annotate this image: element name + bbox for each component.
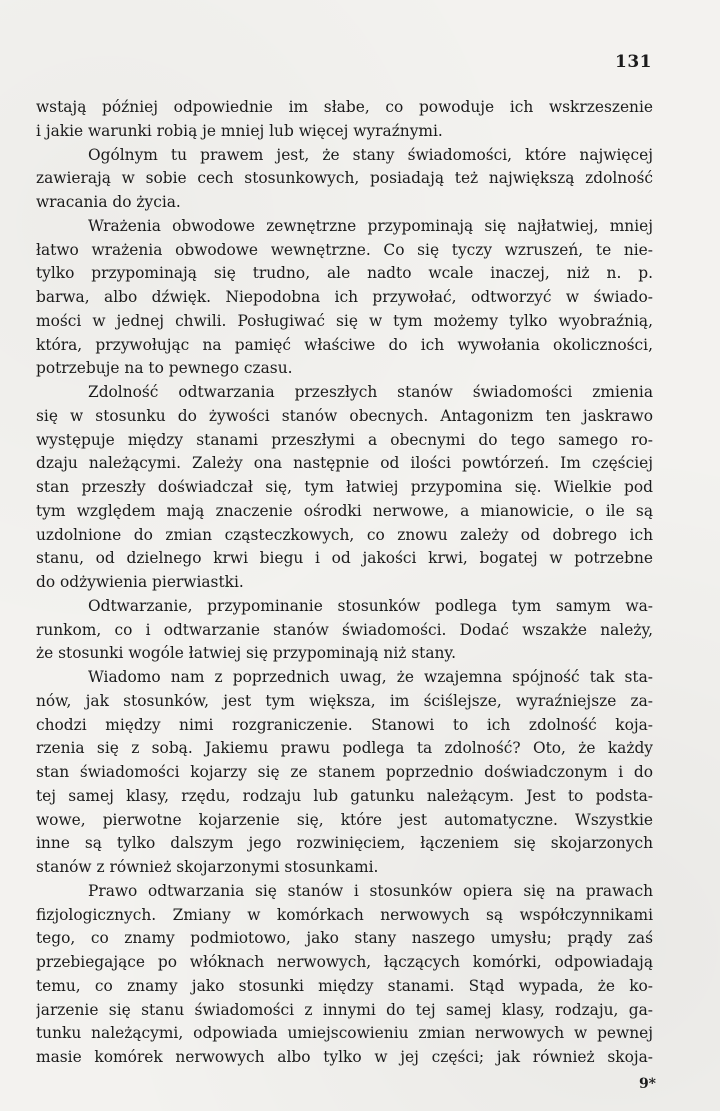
text-line: rzenia się z sobą. Jakiemu prawu podlega ta zdolność? Oto, że każdy — [36, 739, 653, 758]
text-line: inne są tylko dalszym jego rozwinięciem, łączeniem się skojarzonych — [36, 834, 653, 853]
text-line: nów, jak stosunków, jest tym większa, im ściślejsze, wyraźniejsze za- — [36, 691, 653, 710]
text-line: wstają później odpowiednie im słabe, co powoduje ich wskrzeszenie — [36, 98, 653, 116]
text-line: Prawo odtwarzania się stanów i stosunków opiera się na prawach — [88, 881, 653, 900]
text-line: uzdolnione do zmian cząsteczkowych, co znowu zależy od dobrego ich — [36, 525, 653, 544]
text-line: wowe, pierwotne kojarzenie się, które jest automatyczne. Wszystkie — [36, 810, 653, 829]
text-line: przebiegające po włóknach nerwowych, łączących komórki, odpowiadają — [36, 953, 653, 971]
text-line: stan przeszły doświadczał się, tym łatwiej przypomina się. Wielkie pod — [36, 478, 653, 496]
text-line: fizjologicznych. Zmiany w komórkach nerwowych są współczynnikami — [36, 905, 653, 924]
text-line: runkom, co i odtwarzanie stanów świadomości. Dodać wszakże należy, — [36, 620, 653, 639]
page-number: 131 — [615, 52, 652, 72]
text-line: się w stosunku do żywości stanów obecnych. Antagonizm ten jaskrawo — [36, 406, 653, 425]
text-line: mości w jednej chwili. Posługiwać się w tym możemy tylko wyobraźnią, — [36, 311, 653, 330]
text-line: że stosunki wogóle łatwiej się przypominają niż stany. — [36, 644, 456, 663]
text-line: chodzi między nimi rozgraniczenie. Stanowi to ich zdolność koja- — [36, 715, 653, 734]
text-line: i jakie warunki robią je mniej lub więcej wyraźnymi. — [36, 121, 443, 140]
text-line: jarzenie się stanu świadomości z innymi do tej samej klasy, rodzaju, ga- — [36, 1000, 653, 1019]
text-line: Odtwarzanie, przypominanie stosunków podlega tym samym wa- — [88, 596, 653, 615]
text-line: wracania do życia. — [36, 193, 181, 211]
text-line: Ogólnym tu prawem jest, że stany świadomości, które najwięcej — [88, 145, 653, 164]
text-line: barwa, albo dźwięk. Niepodobna ich przywołać, odtworzyć w świado- — [36, 288, 653, 306]
text-line: stan świadomości kojarzy się ze stanem poprzednio doświadczonym i do — [36, 763, 653, 781]
text-line: potrzebuje na to pewnego czasu. — [36, 359, 293, 378]
text-line: zawierają w sobie cech stosunkowych, posiadają też największą zdolność — [36, 169, 653, 188]
text-line: tym względem mają znaczenie ośrodki nerwowe, a mianowicie, o ile są — [36, 501, 653, 520]
text-line: tego, co znamy podmiotowo, jako stany naszego umysłu; prądy zaś — [36, 929, 653, 948]
text-line: tunku należącymi, odpowiada umiejscowieniu zmian nerwowych w pewnej — [36, 1024, 653, 1043]
text-line: Wiadomo nam z poprzednich uwag, że wzajemna spójność tak sta- — [88, 668, 653, 686]
text-line: tej samej klasy, rzędu, rodzaju lub gatunku należącym. Jest to podsta- — [36, 786, 653, 805]
text-line: Zdolność odtwarzania przeszłych stanów świadomości zmienia — [88, 383, 653, 401]
text-line: stanów z również skojarzonymi stosunkami. — [36, 858, 379, 876]
text-line: do odżywienia pierwiastki. — [36, 573, 244, 591]
text-line: która, przywołując na pamięć właściwe do ich wywołania okoliczności, — [36, 335, 653, 354]
text-line: tylko przypominają się trudno, ale nadto wcale inaczej, niż n. p. — [36, 264, 653, 283]
text-line: stanu, od dzielnego krwi biegu i od jakości krwi, bogatej w potrzebne — [36, 549, 653, 568]
text-line: temu, co znamy jako stosunki między stanami. Stąd wypada, że ko- — [36, 976, 653, 995]
printer-signature: 9* — [638, 1076, 656, 1092]
body-text — [36, 96, 653, 1070]
text-line: Wrażenia obwodowe zewnętrzne przypominają się najłatwiej, mniej — [88, 216, 653, 235]
text-line: dzaju należącymi. Zależy ona następnie od ilości powtórzeń. Im częściej — [36, 454, 653, 473]
text-line: łatwo wrażenia obwodowe wewnętrzne. Co się tyczy wzruszeń, te nie- — [36, 240, 653, 259]
text-line: występuje między stanami przeszłymi a obecnymi do tego samego ro- — [36, 430, 653, 449]
text-line: masie komórek nerwowych albo tylko w jej części; jak również skoja- — [36, 1048, 653, 1066]
